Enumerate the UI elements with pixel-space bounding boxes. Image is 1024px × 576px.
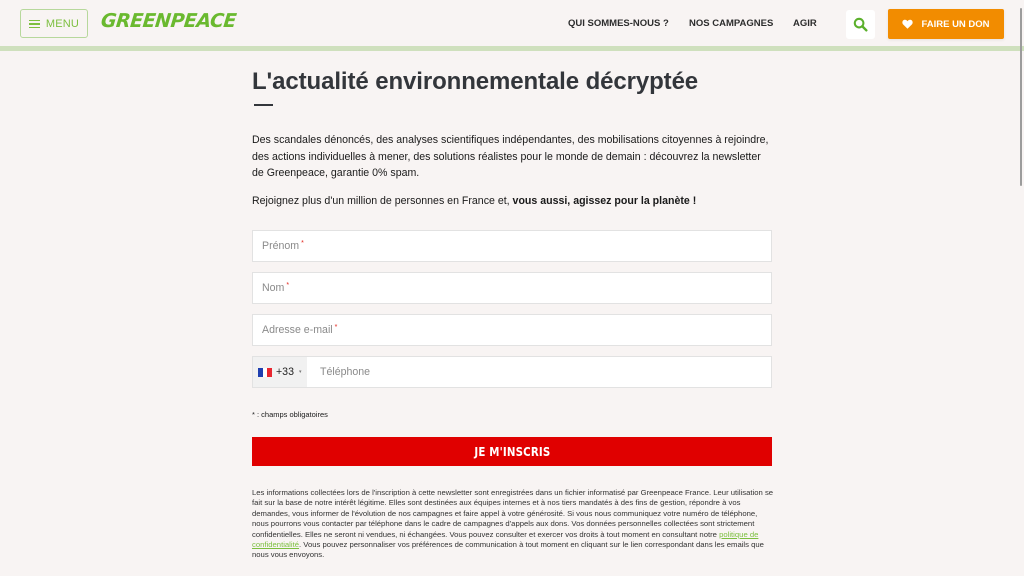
title-underline [254,104,273,106]
menu-label: MENU [45,17,80,30]
search-icon [853,17,868,32]
required-marker: * [334,323,338,331]
join-text: Rejoignez plus d'un million de personnes en France et, [252,195,513,207]
nav-nos-campagnes[interactable]: NOS CAMPAGNES [689,18,774,29]
privacy-policy-link[interactable]: politique de confidentialité [252,529,759,550]
chevron-down-icon: ▾ [298,369,302,375]
required-marker: * [286,281,290,289]
country-code: +33 [276,366,294,378]
email-field[interactable] [252,314,772,346]
required-marker: * [301,239,304,247]
france-flag-icon [258,368,272,377]
last-name-field[interactable] [252,272,772,304]
first-name-field[interactable] [252,230,772,262]
search-button[interactable] [846,10,875,39]
nav-qui-sommes-nous[interactable]: QUI SOMMES-NOUS ? [568,18,669,29]
menu-button[interactable] [20,9,88,38]
phone-field-group [252,356,772,388]
page-scrollbar[interactable] [1020,8,1022,186]
last-name-placeholder: Nom [262,282,285,294]
legal-notice [252,488,774,561]
first-name-placeholder: Prénom [262,240,300,252]
donate-label: FAIRE UN DON [921,18,990,30]
join-paragraph [252,194,772,208]
legal-text: Les informations collectées lors de l'inscription à cette newsletter sont enregistrées dans un fichier informatisé par Greenpeace France. Leur utilisation se fait sur la base de notre intérêt légitime. Elles sont destinées aux équipes internes et à nos tiers mandatés à des fins de gestion, répondre à vos demandes, vous informer de l'évolution de nos campagnes et faire appel à votre générosité. Si vous nous communiquez votre numéro de téléphone, nous pourrons vous contacter par téléphone dans le cadre de campagnes d'appels aux dons. Vos données personnelles collectées sont strictement confidentielles. Elles ne seront ni vendues, ni échangées. Vous pouvez consulter et exercer vos droits à tout moment en consultant notre [252,488,774,539]
site-header [0,0,1024,46]
phone-input[interactable]: Téléphone [320,366,371,378]
subscribe-button[interactable] [252,437,772,466]
email-placeholder: Adresse e-mail [262,324,333,336]
country-code-select[interactable] [253,357,307,387]
nav-agir[interactable]: AGIR [793,18,817,29]
join-bold-text: vous aussi, agissez pour la planète ! [512,195,697,207]
hamburger-icon [29,20,40,28]
greenpeace-logo[interactable]: GREENPEACE [99,10,238,32]
intro-paragraph: Des scandales dénoncés, des analyses scientifiques indépendantes, des mobilisations citoyennes à rejoindre, des actions individuelles à mener, des solutions réalistes pour le monde de demain : découvrez la newsletter de Greenpeace, garantie 0% spam. [252,134,769,179]
header-divider [0,46,1024,51]
mandatory-note: * : champs obligatoires [252,410,328,419]
donate-button[interactable] [888,9,1004,39]
subscribe-label: JE M'INSCRIS [473,444,551,459]
heart-icon [902,19,913,29]
legal-text-end: . Vous pouvez personnaliser vos préférences de communication à tout moment en cliquant sur le lien correspondant dans les emails que nous vous envoyons. [252,540,764,560]
page-title: L'actualité environnementale décryptée [252,68,699,95]
